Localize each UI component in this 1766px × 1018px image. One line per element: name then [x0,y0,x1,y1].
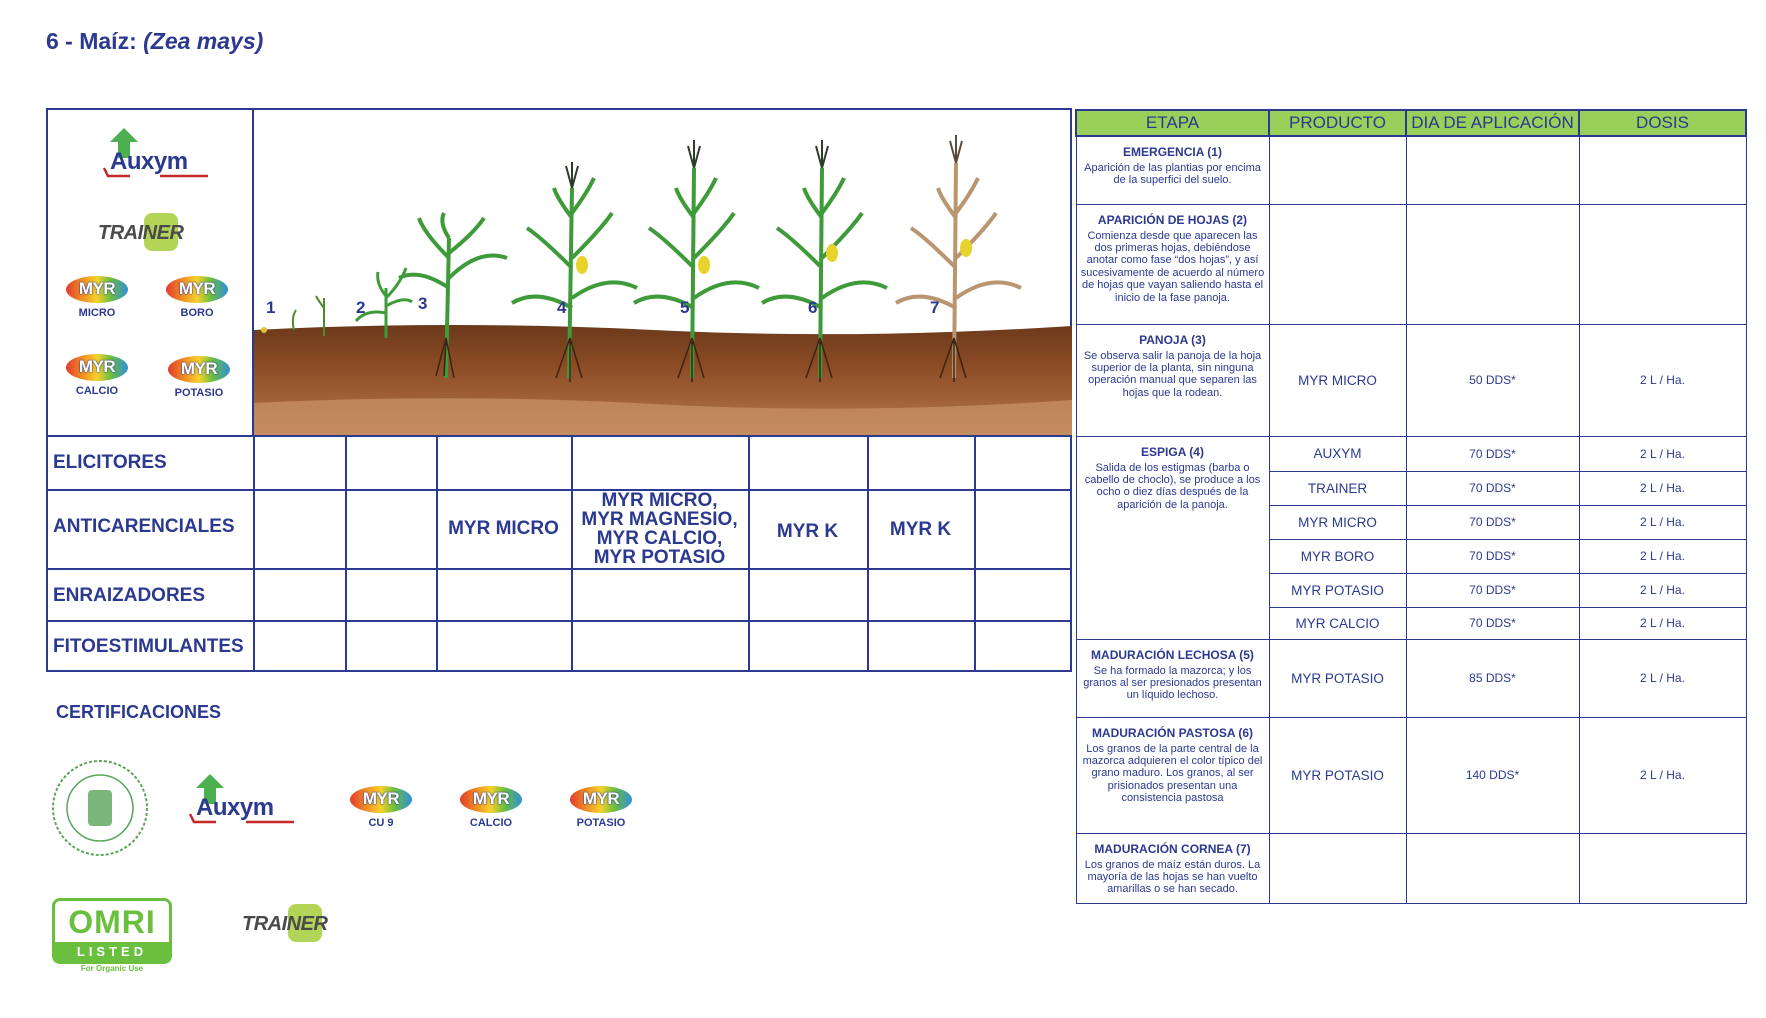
myr-boro-logo: MYR BORO [166,276,228,319]
growth-scene-svg [254,108,1072,436]
table-row: MYR POTASIO 70 DDS* 2 L / Ha. [1076,573,1746,607]
table-row: MYR BORO 70 DDS* 2 L / Ha. [1076,539,1746,573]
anticarenciales-stage-6: MYR K [889,519,952,540]
stage-number-7: 7 [930,298,940,317]
header-dosis: DOSIS [1579,110,1746,136]
grid-divider [46,489,1072,491]
myr-micro-logo: MYR MICRO [66,276,128,319]
table-row: TRAINER 70 DDS* 2 L / Ha. [1076,471,1746,505]
table-row: MYR CALCIO 70 DDS* 2 L / Ha. [1076,607,1746,639]
table-row: PANOJA (3) Se observa salir la panoja de la hoja superior de la planta, sin ninguna operación manual que separen las hojas que la rodean. MYR MICRO 50 DDS* 2 L / Ha. [1076,324,1746,436]
table-row: MADURACIÓN PASTOSA (6) Los granos de la parte central de la mazorca adquieren el color típico del grano maduro. Los granos, al ser prisionados presentan una consistencia pastosa MYR POTASIO 140 DDS* 2 L / Ha. [1076,717,1746,833]
stage-number-6: 6 [808,298,818,317]
grid-divider [46,620,1072,622]
auxym-logo: Auxym [100,124,210,184]
grid-divider [748,436,750,672]
trainer-cert-logo: TRAINER [232,906,362,946]
stage-number-1: 1 [266,298,276,317]
myr-potasio-cert-logo: MYR POTASIO [570,786,632,829]
row-label-fitoestimulantes: FITOESTIMULANTES [53,636,244,657]
omri-logo: OMRI LISTED For Organic Use [52,898,176,972]
stage-number-4: 4 [557,298,567,317]
table-row: MYR MICRO 70 DDS* 2 L / Ha. [1076,505,1746,539]
anticarenciales-stage-5: MYR K [776,521,839,542]
row-label-anticarenciales: ANTICARENCIALES [53,516,235,537]
row-label-elicitores: ELICITORES [53,452,167,473]
stage-number-2: 2 [356,298,366,317]
maize-growth-illustration [254,108,1072,436]
myr-cu9-logo: MYR CU 9 [350,786,412,829]
myr-calcio-logo: MYR CALCIO [66,354,128,397]
etapa-pastosa: MADURACIÓN PASTOSA (6) Los granos de la parte central de la mazorca adquieren el color típico del grano maduro. Los granos, al ser prisionados presentan una consistencia pastosa [1076,717,1269,833]
anticarenciales-stage-4: MYR MICRO, MYR MAGNESIO, MYR CALCIO, MYR POTASIO [581,490,738,568]
header-etapa: ETAPA [1076,110,1269,136]
grid-divider [436,436,438,672]
stage-number-5: 5 [680,298,690,317]
anticarenciales-stage-3: MYR MICRO [448,518,559,539]
table-row: ESPIGA (4) Salida de los estigmas (barba o cabello de choclo), se produce a los ocho o diez días después de la aparición de la panoja. AUXYM 70 DDS* 2 L / Ha. [1076,436,1746,471]
etapa-espiga: ESPIGA (4) Salida de los estigmas (barba o cabello de choclo), se produce a los ocho o diez días después de la aparición de la panoja. [1076,436,1269,639]
etapa-panoja: PANOJA (3) Se observa salir la panoja de la hoja superior de la planta, sin ninguna operación manual que separen las hojas que la rodean. [1076,324,1269,436]
grid-divider [867,436,869,672]
stage-number-3: 3 [418,294,428,313]
grid-divider [345,436,347,672]
grid-divider [46,435,1072,437]
grid-divider [253,436,255,672]
table-row [1076,136,1746,204]
page-title: 6 - Maíz: (Zea mays) [46,28,264,54]
myr-calcio-cert-logo: MYR CALCIO [460,786,522,829]
trainer-logo: TRAINER [88,215,218,255]
etapa-lechosa: MADURACIÓN LECHOSA (5) Se ha formado la mazorca; y los granos al ser presionados presentan un líquido lechoso. [1076,639,1269,717]
table-header-row [1076,110,1746,136]
row-label-enraizadores: ENRAIZADORES [53,585,206,606]
etapa-emergencia: EMERGENCIA (1) Aparición de las plantias por encima de la superfici del suelo. [1076,136,1269,204]
table-row [1076,833,1746,903]
myr-potasio-logo: MYR POTASIO [168,356,230,399]
mayacert-seal-icon [50,758,150,858]
table-row: MADURACIÓN LECHOSA (5) Se ha formado la mazorca; y los granos al ser presionados presentan un líquido lechoso. MYR POTASIO 85 DDS* 2 L / Ha. [1076,639,1746,717]
auxym-cert-logo: Auxym [186,770,296,830]
certificaciones-heading: CERTIFICACIONES [56,702,222,722]
etapa-cornea: MADURACIÓN CORNEA (7) Los granos de maíz están duros. La mayoría de las hojas se han vuelto amarillas o se han secado. [1076,833,1269,903]
mayacert-seal [50,758,150,858]
table-row [1076,204,1746,324]
application-schedule-table [1075,109,1747,904]
scientific-name: (Zea mays) [143,28,264,54]
grid-divider [974,436,976,672]
etapa-hojas: APARICIÓN DE HOJAS (2) Comienza desde que aparecen las dos primeras hojas, debiéndose anotar como fase “dos hojas”, y así sucesivamente de acuerdo al número de hojas que vayan saliendo hasta el inicio de la fase panoja. [1076,204,1269,324]
header-dia: DIA DE APLICACIÓN [1406,110,1579,136]
grid-divider [46,568,1072,570]
header-producto: PRODUCTO [1269,110,1406,136]
